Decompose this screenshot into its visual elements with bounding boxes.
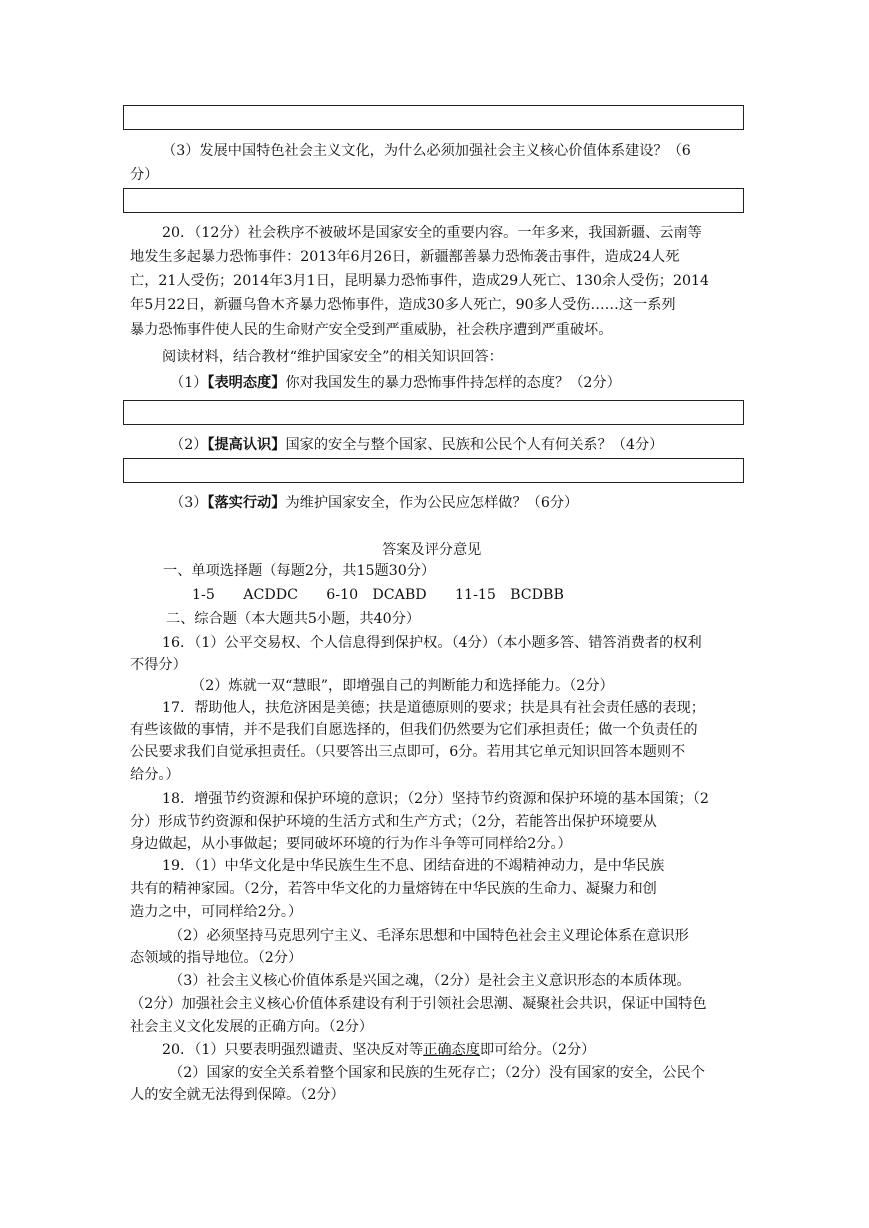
answer-17-line: 给分。）	[130, 767, 180, 783]
answer-19-3-line: （3）社会主义核心价值体系是兴国之魂，（2分）是社会主义意识形态的本质体现。	[169, 973, 691, 989]
q20-instruction: 阅读材料，结合教材“维护国家安全”的相关知识回答：	[162, 349, 503, 365]
q20-sub1-num: （1）	[170, 375, 208, 391]
q20-material-line: 年5月22日，新疆乌鲁木齐暴力恐怖事件，造成30多人死亡，90多人受伤……这一系列	[130, 297, 676, 313]
q20-material-line: 20．（12分）社会秩序不被破坏是国家安全的重要内容。一年多来，我国新疆、云南等	[162, 225, 702, 241]
answer-box-q20-1[interactable]	[123, 400, 744, 425]
q20-sub1-text: 你对我国发生的暴力恐怖事件持怎样的态度？（2分）	[285, 375, 621, 391]
answer-box-q20-2[interactable]	[123, 458, 744, 483]
answer-17-line: 有些该做的事情，并不是我们自愿选择的，但我们仍然要为它们承担责任；做一个负责任的	[130, 722, 698, 738]
q20-sub3-tag: 【落实行动】	[207, 495, 286, 511]
answer-20-1-underlined: 正确态度	[423, 1042, 480, 1058]
q20-sub3-num: （3）	[170, 495, 208, 511]
answers-choices: 1-5 ACDDC 6-10 DCABD 11-15 BCDBB	[192, 587, 564, 603]
answer-17-line: 公民要求我们自觉承担责任。（只要答出三点即可，6分。若用其它单元知识回答本题则不	[130, 744, 686, 760]
q20-sub1-tag: 【表明态度】	[207, 375, 286, 391]
answer-20-2-line: （2）国家的安全关系着整个国家和民族的生死存亡；（2分）没有国家的安全，公民个	[169, 1065, 705, 1081]
q20-material-line: 亡，21人受伤；2014年3月1日，昆明暴力恐怖事件，造成29人死亡、130余人受伤；2014	[130, 273, 710, 289]
q20-sub1	[170, 374, 621, 392]
answer-20-1-pre: 20．（1）只要表明强烈谴责、坚决反对等	[162, 1042, 424, 1058]
answers-section1: 一、单项选择题（每题2分，共15题30分）	[163, 563, 436, 579]
q20-sub3	[170, 494, 578, 512]
answer-16-part2: （2）炼就一双“慧眼”，即增强自己的判断能力和选择能力。（2分）	[191, 678, 614, 694]
answers-title: 答案及评分意见	[382, 542, 482, 558]
answer-20-2-line: 人的安全就无法得到保障。（2分）	[130, 1087, 345, 1103]
answer-16-line1: 16．（1）公平交易权、个人信息得到保护权。（4分）（本小题多答、错答消费者的权利	[162, 635, 702, 651]
q20-material-line: 地发生多起暴力恐怖事件：2013年6月26日，新疆鄯善暴力恐怖袭击事件，造成24人死	[130, 249, 680, 265]
q20-sub2-text: 国家的安全与整个国家、民族和公民个人有何关系？（4分）	[285, 437, 664, 453]
q20-material-line: 暴力恐怖事件使人民的生命财产安全受到严重威胁，社会秩序遭到严重破坏。	[130, 322, 613, 338]
answer-19-1-line: 共有的精神家园。（2分，若答中华文化的力量熔铸在中华民族的生命力、凝聚力和创	[130, 881, 657, 897]
answer-19-1-line: 19．（1）中华文化是中华民族生生不息、团结奋进的不竭精神动力，是中华民族	[162, 858, 665, 874]
answer-box-q19-2[interactable]	[123, 105, 744, 130]
q20-sub2-tag: 【提高认识】	[207, 437, 286, 453]
q19-3-line2: 分）	[130, 167, 159, 183]
q19-3-line1: （3）发展中国特色社会主义文化，为什么必须加强社会主义核心价值体系建设？（6	[162, 143, 691, 159]
answer-19-1-line: 造力之中，可同样给2分。）	[130, 904, 303, 920]
q20-sub3-text: 为维护国家安全，作为公民应怎样做？（6分）	[285, 495, 579, 511]
q20-sub2-num: （2）	[170, 437, 208, 453]
answer-19-2-line: （2）必须坚持马克思列宁主义、毛泽东思想和中国特色社会主义理论体系在意识形	[169, 928, 689, 944]
answer-18-line: 身边做起，从小事做起；要同破坏环境的行为作斗争等可同样给2分。）	[130, 836, 572, 852]
answer-20-1	[162, 1041, 595, 1059]
q20-sub2	[170, 436, 663, 454]
answer-box-q19-3[interactable]	[123, 188, 744, 213]
answer-19-3-line: （2分）加强社会主义核心价值体系建设有利于引领社会思潮、凝聚社会共识，保证中国特色	[130, 996, 707, 1012]
answer-17-line: 17．帮助他人，扶危济困是美德；扶是道德原则的要求；扶是具有社会责任感的表现；	[162, 700, 705, 716]
answer-20-1-post: 即可给分。（2分）	[479, 1042, 596, 1058]
answer-18-line: 分）形成节约资源和保护环境的生活方式和生产方式；（2分，若能答出保护环境要从	[130, 814, 657, 830]
answer-19-3-line: 社会主义文化发展的正确方向。（2分）	[130, 1019, 374, 1035]
answer-16-line2: 不得分）	[130, 657, 187, 673]
answer-19-2-line: 态领域的指导地位。（2分）	[130, 950, 303, 966]
answers-section2: 二、综合题（本大题共5小题，共40分）	[166, 611, 421, 627]
answer-18-line: 18．增强节约资源和保护环境的意识；（2分）坚持节约资源和保护环境的基本国策；（2	[162, 791, 709, 807]
